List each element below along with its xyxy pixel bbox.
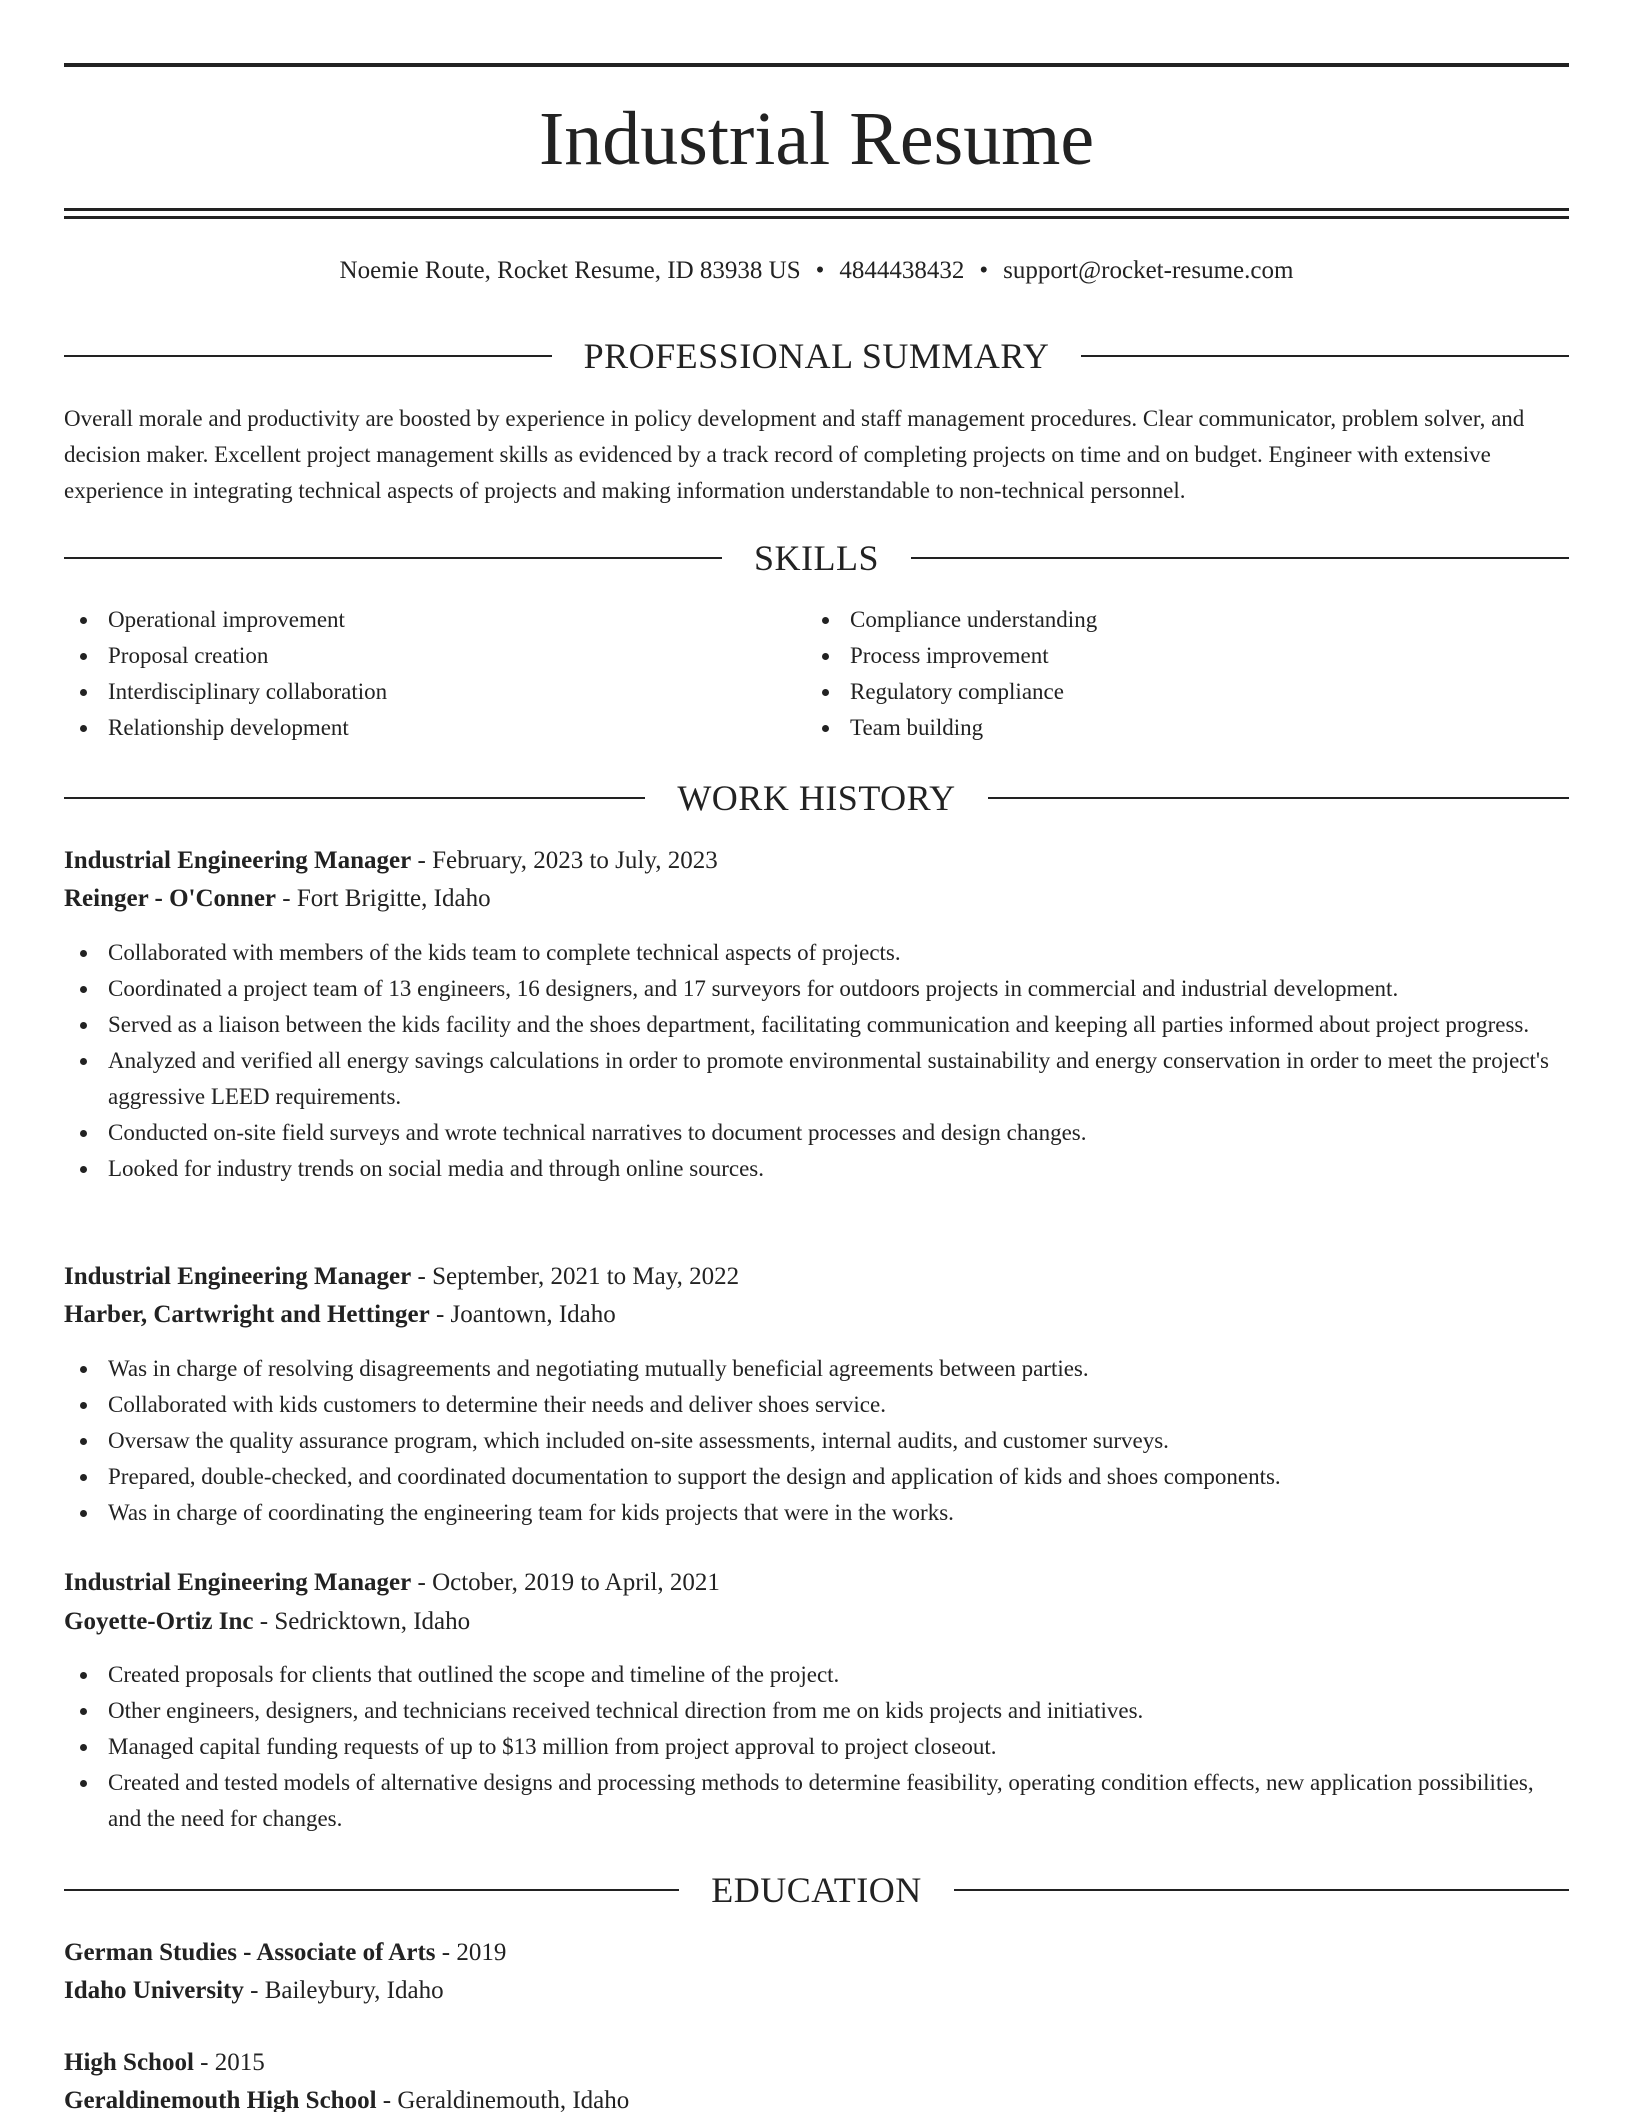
education-school: Idaho University xyxy=(64,1977,244,2004)
summary-text: Overall morale and productivity are boosted by experience in policy development and staff management procedures. Clear communicator, problem solver, and decision maker. Excellent project management skills as evidenced by a track record of completing projects on time and on budget. Engineer with extensive experience in integrating technical aspects of projects and making information understandable to non-technical personnel. xyxy=(64,406,1525,503)
top-rule xyxy=(64,63,1569,67)
skill-item: Operational improvement xyxy=(64,602,806,638)
contact-separator: • xyxy=(815,257,825,284)
job-bullet: Looked for industry trends on social media and through online sources. xyxy=(64,1151,1569,1187)
job-location: - Sedricktown, Idaho xyxy=(253,1608,471,1635)
skills-column-right xyxy=(806,602,1548,746)
job-bullet: Was in charge of resolving disagreements and negotiating mutually beneficial agreements between parties. xyxy=(64,1351,1569,1387)
job-title-line xyxy=(64,843,1569,879)
section-rule xyxy=(64,1889,679,1891)
skill-item: Team building xyxy=(806,710,1548,746)
section-rule xyxy=(64,355,552,357)
job-dates: - September, 2021 to May, 2022 xyxy=(411,1263,740,1290)
job-company-line xyxy=(64,1604,1569,1640)
education-location: - Geraldinemouth, Idaho xyxy=(376,2087,630,2112)
contact-line xyxy=(64,255,1569,287)
job-bullet: Served as a liaison between the kids facility and the shoes department, facilitating communication and keeping all parties informed about project progress. xyxy=(64,1007,1569,1043)
section-rule xyxy=(64,797,645,799)
job-bullet: Other engineers, designers, and technicians received technical direction from me on kids projects and initiatives. xyxy=(64,1693,1569,1729)
job-dates: - October, 2019 to April, 2021 xyxy=(411,1569,720,1596)
education-year: - 2015 xyxy=(193,2049,265,2076)
education-degree-line xyxy=(64,2045,1569,2081)
job-title: Industrial Engineering Manager xyxy=(64,847,412,874)
skill-item: Interdisciplinary collaboration xyxy=(64,674,806,710)
job-title-line xyxy=(64,1565,1569,1601)
skills-list xyxy=(64,602,1569,746)
education-school-line xyxy=(64,2083,1569,2112)
job-location: - Fort Brigitte, Idaho xyxy=(276,885,491,912)
section-header-summary xyxy=(64,334,1569,378)
skill-item: Proposal creation xyxy=(64,638,806,674)
job-bullet: Managed capital funding requests of up to $13 million from project approval to project closeout. xyxy=(64,1729,1569,1765)
skills-column-left xyxy=(64,602,806,746)
job-bullet: Prepared, double-checked, and coordinated documentation to support the design and application of kids and shoes components. xyxy=(64,1459,1569,1495)
job-location: - Joantown, Idaho xyxy=(429,1301,616,1328)
job-bullet: Created and tested models of alternative designs and processing methods to determine feasibility, operating condition effects, new application possibilities, and the need for changes. xyxy=(64,1765,1569,1837)
job-title: Industrial Engineering Manager xyxy=(64,1569,412,1596)
section-title: WORK HISTORY xyxy=(677,778,956,818)
job-title-line xyxy=(64,1259,1569,1295)
contact-phone: 4844438432 xyxy=(839,257,965,284)
section-rule xyxy=(64,557,722,559)
section-title: SKILLS xyxy=(754,538,880,578)
resume-title: Industrial Resume xyxy=(538,97,1095,181)
skill-item: Regulatory compliance xyxy=(806,674,1548,710)
section-header-skills xyxy=(64,536,1569,580)
contact-email: support@rocket-resume.com xyxy=(1003,257,1294,284)
contact-separator: • xyxy=(979,257,989,284)
title-rule-lower xyxy=(64,216,1569,219)
section-title: EDUCATION xyxy=(711,1870,922,1910)
job-title: Industrial Engineering Manager xyxy=(64,1263,412,1290)
education-year: - 2019 xyxy=(435,1939,507,1966)
job-bullet: Oversaw the quality assurance program, which included on-site assessments, internal audits, and customer surveys. xyxy=(64,1423,1569,1459)
job-bullet: Coordinated a project team of 13 engineers, 16 designers, and 17 surveyors for outdoors projects in commercial and industrial development. xyxy=(64,971,1569,1007)
skill-item: Relationship development xyxy=(64,710,806,746)
job-bullets xyxy=(64,1351,1569,1531)
section-header-education xyxy=(64,1868,1569,1912)
job-bullet: Conducted on-site field surveys and wrote technical narratives to document processes and design changes. xyxy=(64,1115,1569,1151)
section-rule xyxy=(1081,355,1569,357)
job-bullet: Collaborated with kids customers to determine their needs and deliver shoes service. xyxy=(64,1387,1569,1423)
job-bullets xyxy=(64,1657,1569,1837)
job-company: Reinger - O'Conner xyxy=(64,885,277,912)
contact-address: Noemie Route, Rocket Resume, ID 83938 US xyxy=(339,257,801,284)
education-degree: High School xyxy=(64,2049,194,2076)
job-bullet: Collaborated with members of the kids team to complete technical aspects of projects. xyxy=(64,935,1569,971)
education-location: - Baileybury, Idaho xyxy=(243,1977,444,2004)
education-degree-line xyxy=(64,1935,1569,1971)
education-degree: German Studies - Associate of Arts xyxy=(64,1939,436,1966)
job-bullets xyxy=(64,935,1569,1187)
job-dates: - February, 2023 to July, 2023 xyxy=(411,847,718,874)
skill-item: Process improvement xyxy=(806,638,1548,674)
section-rule xyxy=(988,797,1569,799)
job-company: Harber, Cartwright and Hettinger xyxy=(64,1301,430,1328)
section-rule xyxy=(911,557,1569,559)
job-bullet: Was in charge of coordinating the engineering team for kids projects that were in the works. xyxy=(64,1495,1569,1531)
skill-item: Compliance understanding xyxy=(806,602,1548,638)
education-school: Geraldinemouth High School xyxy=(64,2087,377,2112)
section-rule xyxy=(954,1889,1569,1891)
section-header-work xyxy=(64,776,1569,820)
section-title: PROFESSIONAL SUMMARY xyxy=(583,336,1050,376)
job-company-line xyxy=(64,881,1569,917)
job-company: Goyette-Ortiz Inc xyxy=(64,1608,254,1635)
job-bullet: Analyzed and verified all energy savings calculations in order to promote environmental sustainability and energy conservation in order to meet the project's aggressive LEED requirements. xyxy=(64,1043,1569,1115)
education-school-line xyxy=(64,1973,1569,2009)
job-bullet: Created proposals for clients that outlined the scope and timeline of the project. xyxy=(64,1657,1569,1693)
job-company-line xyxy=(64,1297,1569,1333)
title-rule-upper xyxy=(64,208,1569,211)
